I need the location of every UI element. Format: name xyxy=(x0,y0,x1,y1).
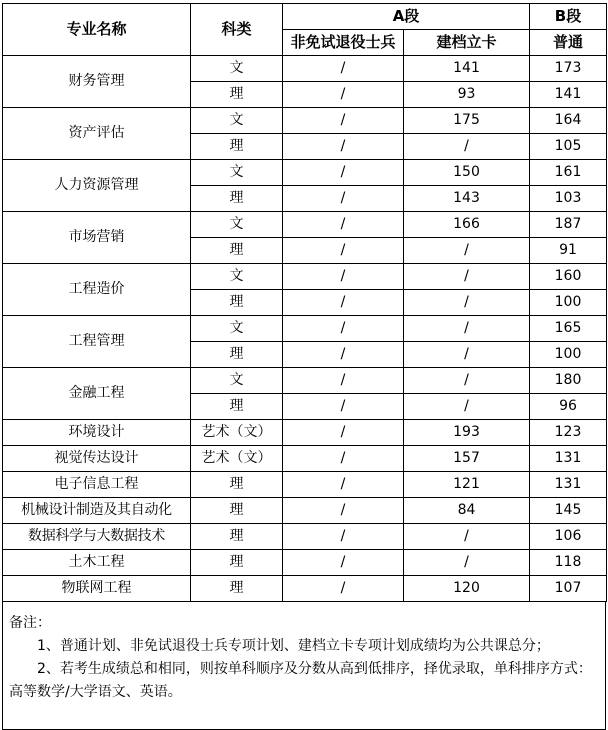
veteran-score: / xyxy=(283,316,404,342)
general-score: 91 xyxy=(530,238,607,264)
header-poverty: 建档立卡 xyxy=(404,30,530,56)
note-item-2: 2、若考生成绩总和相同，则按单科顺序及分数从高到低排序，择优录取，单科排序方式：高等数学/大学语文、英语。 xyxy=(9,661,592,700)
table-row xyxy=(3,524,607,550)
veteran-score: / xyxy=(283,186,404,212)
major-name: 视觉传达设计 xyxy=(3,446,191,472)
category-cell: 理 xyxy=(191,550,283,576)
category-cell: 理 xyxy=(191,576,283,602)
poverty-score: 121 xyxy=(404,472,530,498)
general-score: 131 xyxy=(530,472,607,498)
veteran-score: / xyxy=(283,576,404,602)
poverty-score: / xyxy=(404,264,530,290)
poverty-score: 84 xyxy=(404,498,530,524)
major-name: 金融工程 xyxy=(3,368,191,420)
note-item-1: 1、普通计划、非免试退役士兵专项计划、建档立卡专项计划成绩均为公共课总分； xyxy=(37,638,550,654)
table-row xyxy=(3,368,607,394)
category-cell: 理 xyxy=(191,134,283,160)
general-score: 100 xyxy=(530,290,607,316)
veteran-score: / xyxy=(283,394,404,420)
category-cell: 文 xyxy=(191,316,283,342)
table-row xyxy=(3,498,607,524)
general-score: 187 xyxy=(530,212,607,238)
general-score: 173 xyxy=(530,56,607,82)
category-cell: 理 xyxy=(191,290,283,316)
category-cell: 艺术（文） xyxy=(191,446,283,472)
poverty-score: / xyxy=(404,394,530,420)
category-cell: 艺术（文） xyxy=(191,420,283,446)
veteran-score: / xyxy=(283,238,404,264)
header-major: 专业名称 xyxy=(3,4,191,56)
header-veteran: 非免试退役士兵 xyxy=(283,30,404,56)
veteran-score: / xyxy=(283,446,404,472)
table-row xyxy=(3,550,607,576)
category-cell: 理 xyxy=(191,472,283,498)
score-sheet xyxy=(2,3,606,730)
general-score: 164 xyxy=(530,108,607,134)
veteran-score: / xyxy=(283,108,404,134)
veteran-score: / xyxy=(283,472,404,498)
table-row xyxy=(3,316,607,342)
veteran-score: / xyxy=(283,550,404,576)
poverty-score: 93 xyxy=(404,82,530,108)
poverty-score: 175 xyxy=(404,108,530,134)
header-section-a: A段 xyxy=(283,4,530,30)
poverty-score: 120 xyxy=(404,576,530,602)
table-header xyxy=(3,4,607,56)
general-score: 96 xyxy=(530,394,607,420)
table-row xyxy=(3,264,607,290)
general-score: 165 xyxy=(530,316,607,342)
poverty-score: 166 xyxy=(404,212,530,238)
major-name: 电子信息工程 xyxy=(3,472,191,498)
major-name: 工程管理 xyxy=(3,316,191,368)
poverty-score: / xyxy=(404,342,530,368)
table-row xyxy=(3,472,607,498)
header-category: 科类 xyxy=(191,4,283,56)
category-cell: 文 xyxy=(191,212,283,238)
general-score: 131 xyxy=(530,446,607,472)
category-cell: 理 xyxy=(191,186,283,212)
general-score: 100 xyxy=(530,342,607,368)
veteran-score: / xyxy=(283,342,404,368)
major-name: 环境设计 xyxy=(3,420,191,446)
veteran-score: / xyxy=(283,420,404,446)
general-score: 106 xyxy=(530,524,607,550)
category-cell: 理 xyxy=(191,498,283,524)
poverty-score: 157 xyxy=(404,446,530,472)
major-name: 机械设计制造及其自动化 xyxy=(3,498,191,524)
poverty-score: 141 xyxy=(404,56,530,82)
category-cell: 文 xyxy=(191,368,283,394)
general-score: 141 xyxy=(530,82,607,108)
general-score: 107 xyxy=(530,576,607,602)
category-cell: 理 xyxy=(191,524,283,550)
general-score: 145 xyxy=(530,498,607,524)
table-row xyxy=(3,160,607,186)
veteran-score: / xyxy=(283,264,404,290)
general-score: 105 xyxy=(530,134,607,160)
poverty-score: / xyxy=(404,316,530,342)
general-score: 123 xyxy=(530,420,607,446)
poverty-score: / xyxy=(404,290,530,316)
category-cell: 理 xyxy=(191,238,283,264)
major-name: 工程造价 xyxy=(3,264,191,316)
category-cell: 文 xyxy=(191,264,283,290)
poverty-score: 143 xyxy=(404,186,530,212)
header-general: 普通 xyxy=(530,30,607,56)
poverty-score: / xyxy=(404,238,530,264)
table-row xyxy=(3,420,607,446)
general-score: 180 xyxy=(530,368,607,394)
notes-section xyxy=(2,602,606,730)
veteran-score: / xyxy=(283,368,404,394)
table-row xyxy=(3,108,607,134)
category-cell: 理 xyxy=(191,394,283,420)
category-cell: 文 xyxy=(191,160,283,186)
poverty-score: / xyxy=(404,368,530,394)
major-name: 人力资源管理 xyxy=(3,160,191,212)
category-cell: 文 xyxy=(191,56,283,82)
category-cell: 理 xyxy=(191,82,283,108)
veteran-score: / xyxy=(283,82,404,108)
table-row xyxy=(3,56,607,82)
table-row xyxy=(3,576,607,602)
major-name: 财务管理 xyxy=(3,56,191,108)
veteran-score: / xyxy=(283,212,404,238)
poverty-score: / xyxy=(404,134,530,160)
veteran-score: / xyxy=(283,524,404,550)
veteran-score: / xyxy=(283,134,404,160)
major-name: 市场营销 xyxy=(3,212,191,264)
general-score: 161 xyxy=(530,160,607,186)
major-name: 资产评估 xyxy=(3,108,191,160)
header-section-b: B段 xyxy=(530,4,607,30)
poverty-score: / xyxy=(404,550,530,576)
veteran-score: / xyxy=(283,160,404,186)
major-name: 土木工程 xyxy=(3,550,191,576)
general-score: 160 xyxy=(530,264,607,290)
poverty-score: 193 xyxy=(404,420,530,446)
table-row xyxy=(3,446,607,472)
poverty-score: / xyxy=(404,524,530,550)
major-name: 物联网工程 xyxy=(3,576,191,602)
poverty-score: 150 xyxy=(404,160,530,186)
veteran-score: / xyxy=(283,498,404,524)
general-score: 118 xyxy=(530,550,607,576)
veteran-score: / xyxy=(283,290,404,316)
table-body xyxy=(3,56,607,602)
table-row xyxy=(3,212,607,238)
category-cell: 理 xyxy=(191,342,283,368)
general-score: 103 xyxy=(530,186,607,212)
major-name: 数据科学与大数据技术 xyxy=(3,524,191,550)
veteran-score: / xyxy=(283,56,404,82)
score-table xyxy=(2,3,607,602)
notes-title: 备注： xyxy=(9,615,51,631)
category-cell: 文 xyxy=(191,108,283,134)
